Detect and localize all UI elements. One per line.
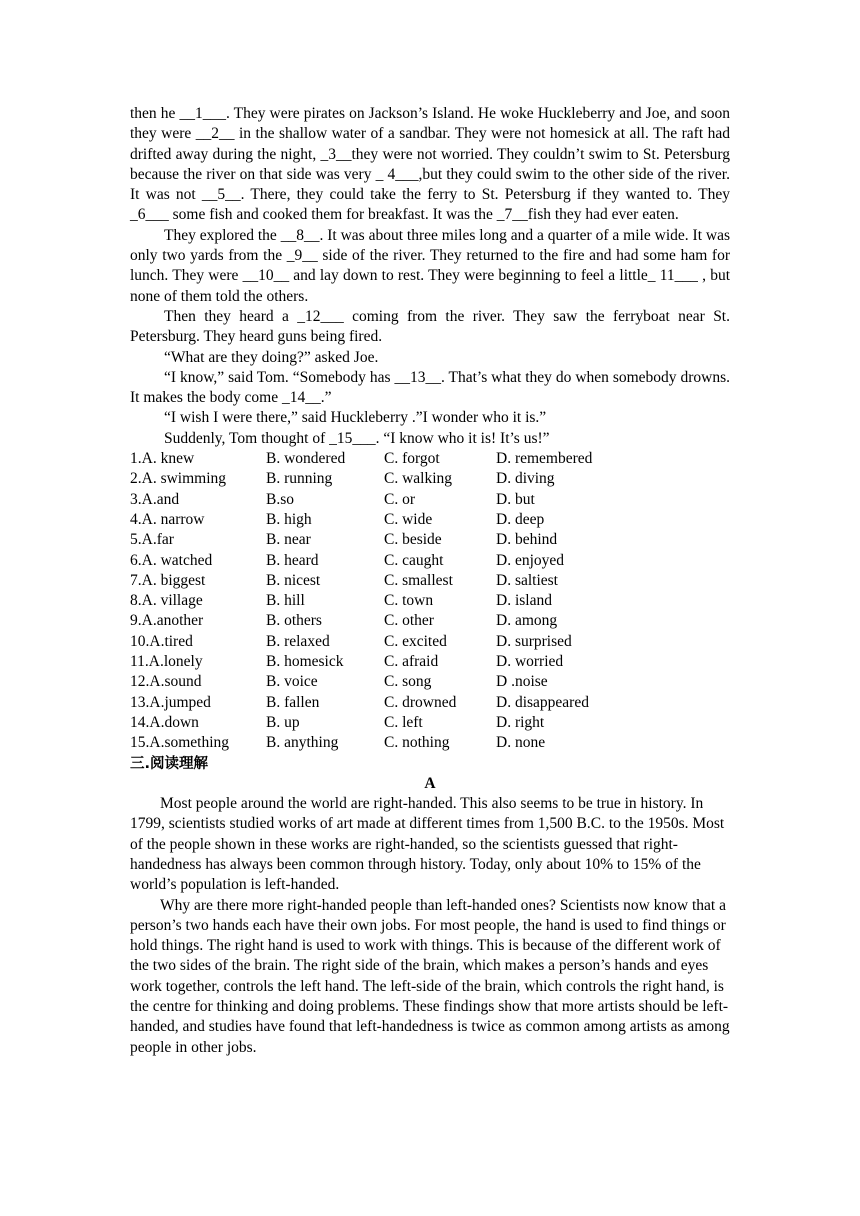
passage-paragraph-3: Then they heard a _12___ coming from the river. They saw the ferryboat near St. Petersburg. They heard guns being fired.	[130, 307, 730, 346]
option-row	[130, 591, 730, 611]
passage-paragraph-2: They explored the __8__. It was about three miles long and a quarter of a mile wide. It was only two yards from the _9__ side of the river. They returned to the fire and had some ham for lunch. They were __10__ and lay down to rest. They were beginning to feel a little_ 11___ , but none of them told the others.	[130, 226, 730, 305]
section-heading: 三.阅读理解	[130, 755, 209, 772]
option-d: D. surprised	[496, 632, 572, 650]
option-a: 6.A. watched	[130, 551, 213, 569]
option-c: C. wide	[384, 510, 433, 528]
option-c: C. left	[384, 713, 423, 731]
option-c: C. afraid	[384, 653, 439, 671]
option-b: B. high	[266, 510, 312, 528]
option-b: B. nicest	[266, 571, 321, 589]
option-row	[130, 551, 730, 571]
option-c: C. excited	[384, 632, 447, 650]
option-d: D. disappeared	[496, 693, 589, 711]
option-c: C. beside	[384, 531, 442, 549]
option-d: D. but	[496, 490, 535, 508]
option-d: D. deep	[496, 510, 545, 528]
option-d: D. none	[496, 734, 546, 752]
option-a: 11.A.lonely	[130, 653, 203, 671]
passage-paragraph-4: “What are they doing?” asked Joe.	[164, 348, 379, 366]
option-d: D. saltiest	[496, 571, 558, 589]
option-b: B. hill	[266, 592, 305, 610]
options-list	[130, 449, 730, 753]
option-d: D. remembered	[496, 450, 593, 468]
option-d: D. diving	[496, 470, 555, 488]
option-c: C. walking	[384, 470, 453, 488]
option-row	[130, 469, 730, 489]
option-b: B. anything	[266, 734, 339, 752]
option-a: 4.A. narrow	[130, 510, 205, 528]
option-a: 5.A.far	[130, 531, 174, 549]
option-row	[130, 713, 730, 733]
option-b: B.so	[266, 490, 294, 508]
option-b: B. up	[266, 713, 300, 731]
option-a: 12.A.sound	[130, 673, 202, 691]
option-b: B. heard	[266, 551, 319, 569]
option-c: C. forgot	[384, 450, 440, 468]
reading-paragraph-2: Why are there more right-handed people than left-handed ones? Scientists now know that a person’s two hands each have their own jobs. For most people, the hand is used to find things or hold things. The right hand is used to work with things. This is because of the different work of the two sides of the brain. The right side of the brain, which makes a person’s hands and eyes work together, controls the left hand. The left-side of the brain, which controls the right hand, is the centre for thinking and doing problems. These findings show that more artists should be left-handed, and studies have found that left-handedness is twice as common among artists as among people in other jobs.	[130, 896, 730, 1056]
option-d: D. behind	[496, 531, 558, 549]
option-a: 8.A. village	[130, 592, 203, 610]
option-b: B. voice	[266, 673, 318, 691]
document-page	[130, 104, 730, 1058]
option-row	[130, 652, 730, 672]
passage-paragraph-5: “I know,” said Tom. “Somebody has __13__. That’s what they do when somebody drowns. It makes the body come _14__.”	[130, 368, 730, 407]
option-c: C. nothing	[384, 734, 450, 752]
option-b: B. near	[266, 531, 311, 549]
passage-paragraph-7: Suddenly, Tom thought of _15___. “I know who it is! It’s us!”	[164, 429, 550, 447]
option-row	[130, 510, 730, 530]
option-b: B. relaxed	[266, 632, 330, 650]
option-d: D. island	[496, 592, 552, 610]
option-c: C. town	[384, 592, 434, 610]
option-row	[130, 530, 730, 550]
option-c: C. caught	[384, 551, 444, 569]
option-b: B. fallen	[266, 693, 320, 711]
passage-paragraph-6: “I wish I were there,” said Huckleberry .”I wonder who it is.”	[164, 409, 547, 427]
option-d: D. worried	[496, 653, 564, 671]
option-c: C. drowned	[384, 693, 457, 711]
option-c: C. song	[384, 673, 432, 691]
option-a: 7.A. biggest	[130, 571, 206, 589]
option-d: D. right	[496, 713, 545, 731]
option-row	[130, 571, 730, 591]
option-a: 9.A.another	[130, 612, 204, 630]
option-c: C. smallest	[384, 571, 453, 589]
option-a: 13.A.jumped	[130, 693, 211, 711]
option-b: B. homesick	[266, 653, 344, 671]
option-d: D. among	[496, 612, 558, 630]
option-row	[130, 693, 730, 713]
option-a: 14.A.down	[130, 713, 199, 731]
option-c: C. other	[384, 612, 434, 630]
option-a: 2.A. swimming	[130, 470, 227, 488]
option-row	[130, 672, 730, 692]
option-a: 3.A.and	[130, 490, 180, 508]
option-row	[130, 449, 730, 469]
passage-a-heading: A	[424, 774, 436, 792]
option-b: B. others	[266, 612, 322, 630]
option-a: 15.A.something	[130, 734, 230, 752]
reading-paragraph-1: Most people around the world are right-handed. This also seems to be true in history. In 1799, scientists studied works of art made at different times from 1,500 B.C. to the 1950s. Most of the people shown in these works are right-handed, so the scientists guessed that right-handedness has always been common through history. Today, only about 10% to 15% of the world’s population is left-handed.	[130, 795, 725, 894]
option-a: 10.A.tired	[130, 632, 193, 650]
option-c: C. or	[384, 490, 415, 508]
option-a: 1.A. knew	[130, 450, 195, 468]
option-b: B. running	[266, 470, 333, 488]
option-b: B. wondered	[266, 450, 346, 468]
option-row	[130, 490, 730, 510]
option-row	[130, 733, 730, 753]
option-row	[130, 611, 730, 631]
passage-paragraph-1: then he __1___. They were pirates on Jackson’s Island. He woke Huckleberry and Joe, and soon they were __2__ in the shallow water of a sandbar. They were not homesick at all. The raft had drifted away during the night, _3__they were not worried. They couldn’t swim to St. Petersburg because the river on that side was very _ 4___,but they could swim to the other side of the river. It was not __5__. There, they could take the ferry to St. Petersburg if they wanted to. They _6___ some fish and cooked them for breakfast. It was the _7__fish they had ever eaten.	[130, 105, 730, 224]
option-row	[130, 632, 730, 652]
option-d: D. enjoyed	[496, 551, 565, 569]
option-d: D .noise	[496, 673, 548, 691]
